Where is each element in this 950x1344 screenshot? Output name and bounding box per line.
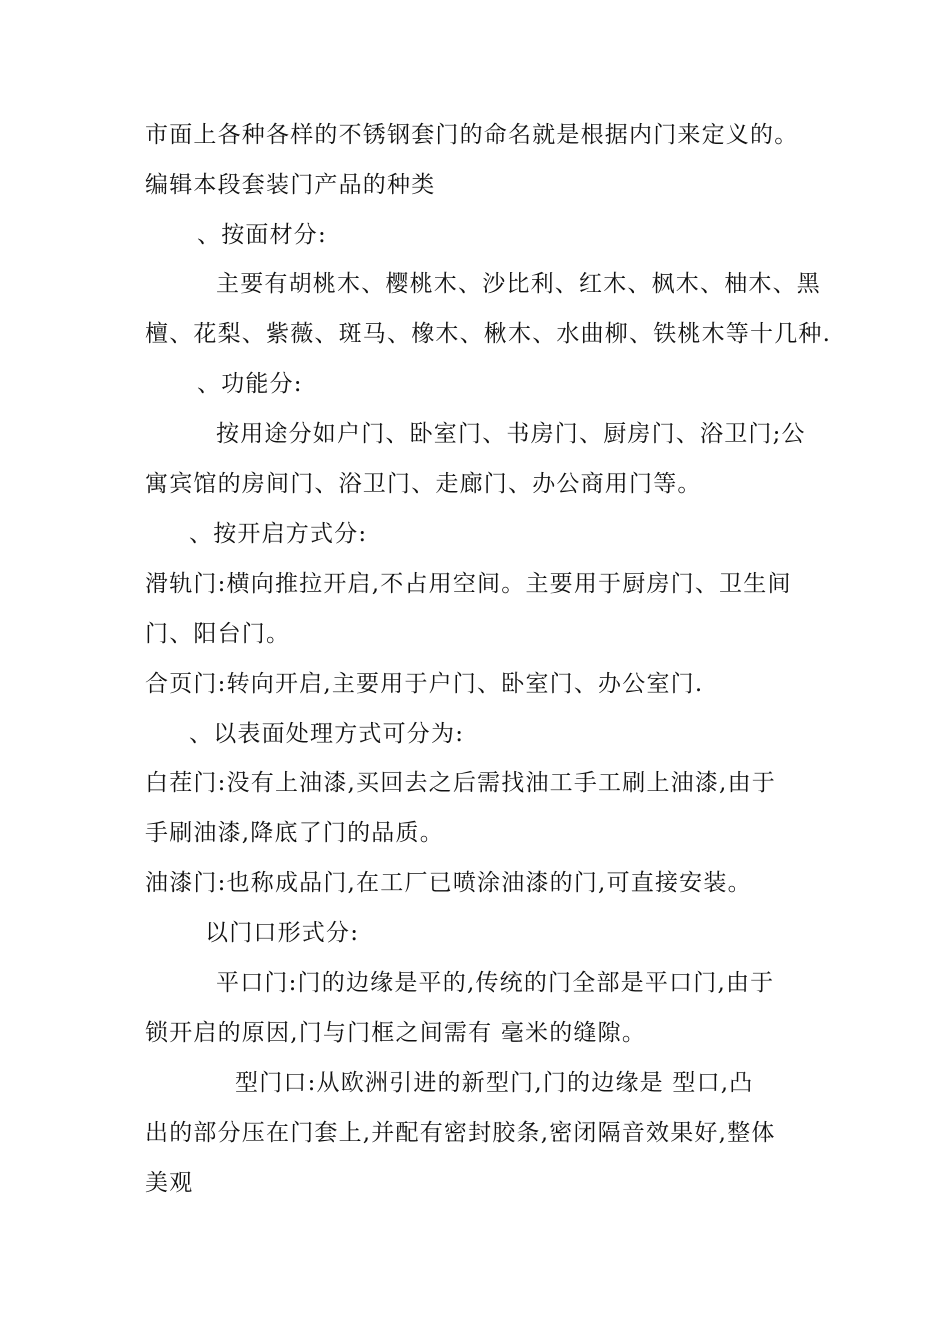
text-line-hinged: 合页门:转向开启,主要用于户门、卧室门、办公室门.	[145, 671, 704, 697]
text-line-raw-1: 白茬门:没有上油漆,买回去之后需找油工手工刷上油漆,由于	[145, 770, 776, 796]
text-line-material-2: 檀、花梨、紫薇、斑马、橡木、楸木、水曲柳、铁桃木等十几种.	[145, 321, 832, 347]
text-line-material-1: 主要有胡桃木、樱桃木、沙比利、红木、枫木、柚木、黑	[216, 271, 821, 297]
text-line-profiled-3: 美观	[145, 1170, 194, 1196]
text-line-sliding-1: 滑轨门:横向推拉开启,不占用空间。主要用于厨房门、卫生间	[145, 571, 792, 597]
subheading-material: 、按面材分:	[197, 222, 327, 248]
text-line-profiled-2: 出的部分压在门套上,并配有密封胶条,密闭隔音效果好,整体	[145, 1120, 776, 1146]
text-line-profiled-1: 型门口:从欧洲引进的新型门,门的边缘是 型口,凸	[235, 1070, 754, 1096]
section-heading: 编辑本段套装门产品的种类	[145, 172, 436, 198]
subheading-opening: 、按开启方式分:	[189, 521, 368, 547]
text-line-function-1: 按用途分如户门、卧室门、书房门、厨房门、浴卫门;公	[216, 421, 806, 447]
text-line-painted: 油漆门:也称成品门,在工厂已喷涂油漆的门,可直接安装。	[145, 870, 752, 896]
subheading-function: 、功能分:	[197, 371, 303, 397]
text-line-flat-1: 平口门:门的边缘是平的,传统的门全部是平口门,由于	[216, 970, 775, 996]
text-line-sliding-2: 门、阳台门。	[145, 621, 291, 647]
text-line-raw-2: 手刷油漆,降底了门的品质。	[145, 820, 444, 846]
text-line-flat-2: 锁开启的原因,门与门框之间需有 毫米的缝隙。	[145, 1020, 647, 1046]
subheading-surface: 、以表面处理方式可分为:	[189, 721, 465, 747]
subheading-door-edge: 以门口形式分:	[205, 920, 360, 946]
text-line-1: 市面上各种各样的不锈钢套门的命名就是根据内门来定义的。	[145, 122, 799, 148]
text-line-function-2: 寓宾馆的房间门、浴卫门、走廊门、办公商用门等。	[145, 471, 702, 497]
